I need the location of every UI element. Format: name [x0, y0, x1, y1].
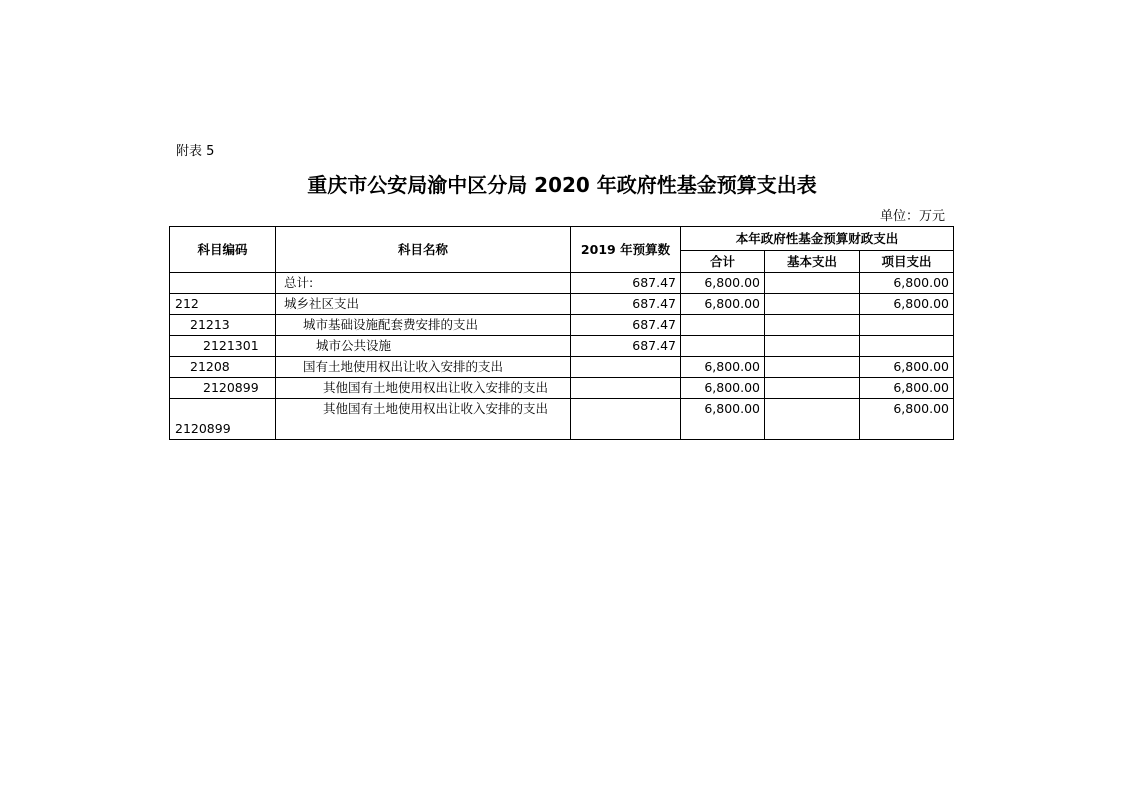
cell-name: 总计:	[276, 273, 571, 294]
cell-basic	[765, 336, 860, 357]
cell-prior	[571, 357, 681, 378]
header-prior-year: 2019 年预算数	[571, 227, 681, 273]
cell-prior: 687.47	[571, 315, 681, 336]
cell-total: 6,800.00	[681, 357, 765, 378]
cell-project: 6,800.00	[860, 378, 954, 399]
cell-prior: 687.47	[571, 294, 681, 315]
header-code: 科目编码	[170, 227, 276, 273]
cell-basic	[765, 399, 860, 440]
cell-total: 6,800.00	[681, 294, 765, 315]
cell-name: 其他国有土地使用权出让收入安排的支出	[276, 399, 571, 440]
cell-total: 6,800.00	[681, 273, 765, 294]
cell-project	[860, 336, 954, 357]
cell-code: 2120899	[170, 378, 276, 399]
header-project: 项目支出	[860, 251, 954, 273]
cell-name: 城市公共设施	[276, 336, 571, 357]
cell-total: 6,800.00	[681, 399, 765, 440]
header-current-year-group: 本年政府性基金预算财政支出	[681, 227, 954, 251]
header-total: 合计	[681, 251, 765, 273]
header-basic: 基本支出	[765, 251, 860, 273]
cell-prior: 687.47	[571, 336, 681, 357]
page-title: 重庆市公安局渝中区分局 2020 年政府性基金预算支出表	[307, 173, 817, 197]
header-row	[170, 227, 954, 251]
table-row	[170, 399, 954, 440]
table-row	[170, 315, 954, 336]
cell-project: 6,800.00	[860, 294, 954, 315]
cell-code: 21208	[170, 357, 276, 378]
cell-code: 2120899	[170, 399, 276, 440]
cell-basic	[765, 357, 860, 378]
cell-prior	[571, 399, 681, 440]
table-row	[170, 357, 954, 378]
attachment-label: 附表 5	[176, 144, 215, 159]
table-row	[170, 336, 954, 357]
cell-total	[681, 336, 765, 357]
cell-prior	[571, 378, 681, 399]
cell-total	[681, 315, 765, 336]
table-row-grand-total	[170, 273, 954, 294]
cell-code: 212	[170, 294, 276, 315]
cell-project: 6,800.00	[860, 399, 954, 440]
cell-prior: 687.47	[571, 273, 681, 294]
cell-project: 6,800.00	[860, 357, 954, 378]
cell-code	[170, 273, 276, 294]
unit-label: 单位：万元	[879, 209, 945, 224]
cell-basic	[765, 273, 860, 294]
cell-name: 其他国有土地使用权出让收入安排的支出	[276, 378, 571, 399]
table-row	[170, 378, 954, 399]
cell-code: 2121301	[170, 336, 276, 357]
header-name: 科目名称	[276, 227, 571, 273]
cell-name: 城乡社区支出	[276, 294, 571, 315]
cell-name: 国有土地使用权出让收入安排的支出	[276, 357, 571, 378]
cell-project	[860, 315, 954, 336]
budget-table	[169, 226, 954, 440]
cell-project: 6,800.00	[860, 273, 954, 294]
cell-basic	[765, 294, 860, 315]
cell-basic	[765, 378, 860, 399]
cell-basic	[765, 315, 860, 336]
cell-total: 6,800.00	[681, 378, 765, 399]
cell-name: 城市基础设施配套费安排的支出	[276, 315, 571, 336]
cell-code: 21213	[170, 315, 276, 336]
table-row	[170, 294, 954, 315]
